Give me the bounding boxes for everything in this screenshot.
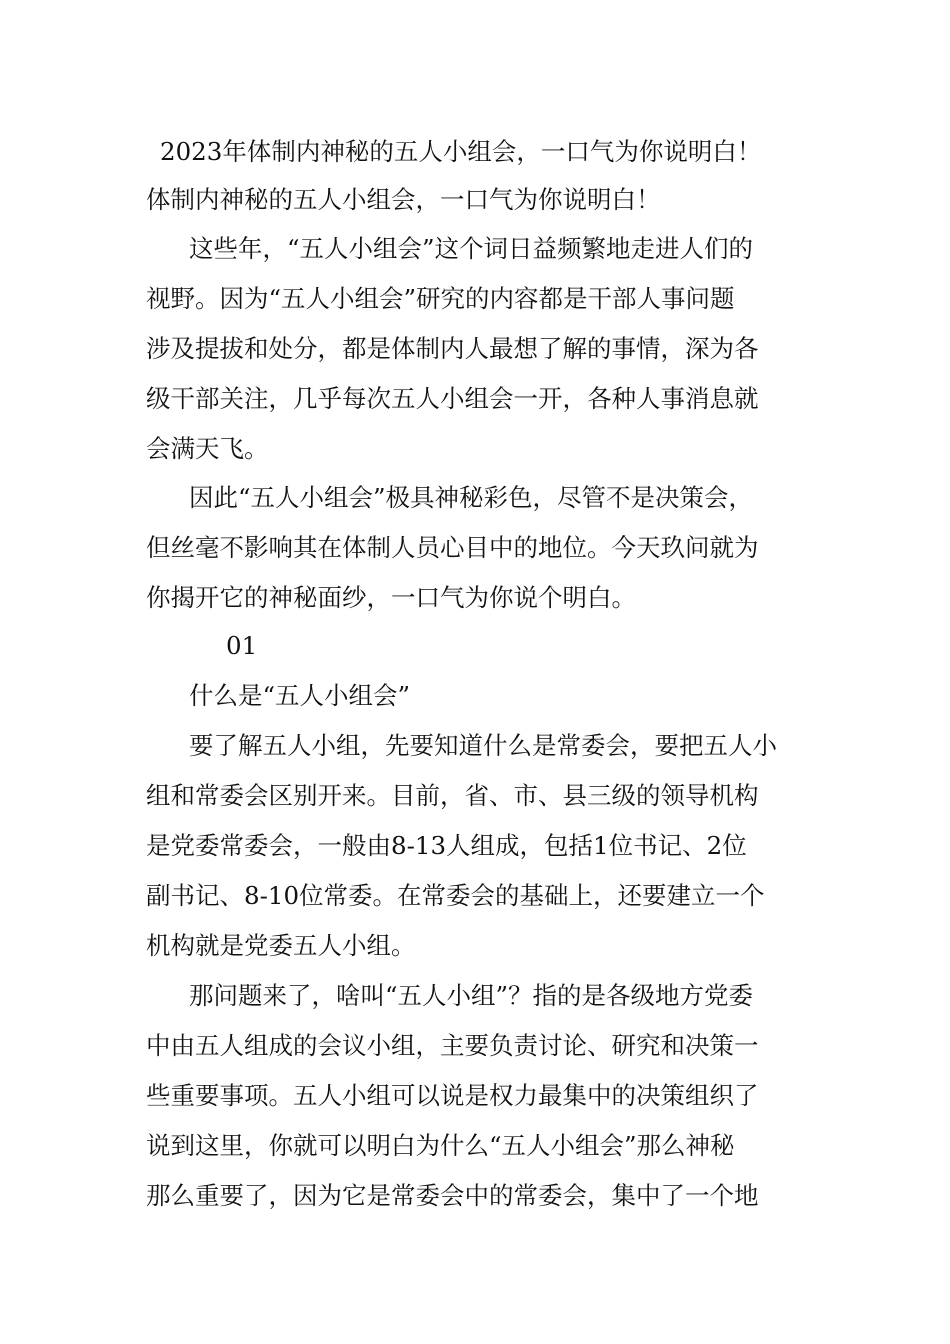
paragraph-line: 那么重要了，因为它是常委会中的常委会，集中了一个地 — [146, 1181, 759, 1210]
paragraph-line: 要了解五人小组，先要知道什么是常委会，要把五人小 — [189, 731, 777, 760]
section-heading: 什么是“五人小组会” — [189, 681, 411, 710]
paragraph-line: 因此“五人小组会”极具神秘彩色，尽管不是决策会， — [189, 483, 754, 512]
paragraph-line: 会满天飞。 — [146, 434, 269, 463]
paragraph-line: 中由五人组成的会议小组，主要负责讨论、研究和决策一 — [146, 1031, 759, 1060]
document-title: 2023年体制内神秘的五人小组会，一口气为你说明白！ — [160, 137, 762, 166]
paragraph-line: 些重要事项。五人小组可以说是权力最集中的决策组织了 — [146, 1081, 759, 1110]
paragraph-line: 涉及提拔和处分，都是体制内人最想了解的事情，深为各 — [146, 334, 759, 363]
paragraph-line: 组和常委会区别开来。目前，省、市、县三级的领导机构 — [146, 781, 759, 810]
paragraph-line: 副书记、8-10位常委。在常委会的基础上，还要建立一个 — [146, 881, 765, 910]
paragraph-line: 但丝毫不影响其在体制人员心目中的地位。今天玖问就为 — [146, 533, 759, 562]
paragraph-line: 说到这里，你就可以明白为什么“五人小组会”那么神秘 — [146, 1131, 735, 1160]
paragraph-line: 那问题来了，啥叫“五人小组”？指的是各级地方党委 — [189, 981, 754, 1010]
paragraph-line: 级干部关注，几乎每次五人小组会一开，各种人事消息就 — [146, 384, 759, 413]
paragraph-line: 视野。因为“五人小组会”研究的内容都是干部人事问题 — [146, 284, 735, 313]
document-subtitle: 体制内神秘的五人小组会，一口气为你说明白！ — [146, 185, 661, 214]
paragraph-line: 你揭开它的神秘面纱，一口气为你说个明白。 — [146, 583, 636, 612]
paragraph-line: 是党委常委会，一般由8-13人组成，包括1位书记、2位 — [146, 831, 747, 860]
section-number: 01 — [226, 631, 258, 660]
paragraph-line: 机构就是党委五人小组。 — [146, 931, 416, 960]
paragraph-line: 这些年，“五人小组会”这个词日益频繁地走进人们的 — [189, 234, 754, 263]
